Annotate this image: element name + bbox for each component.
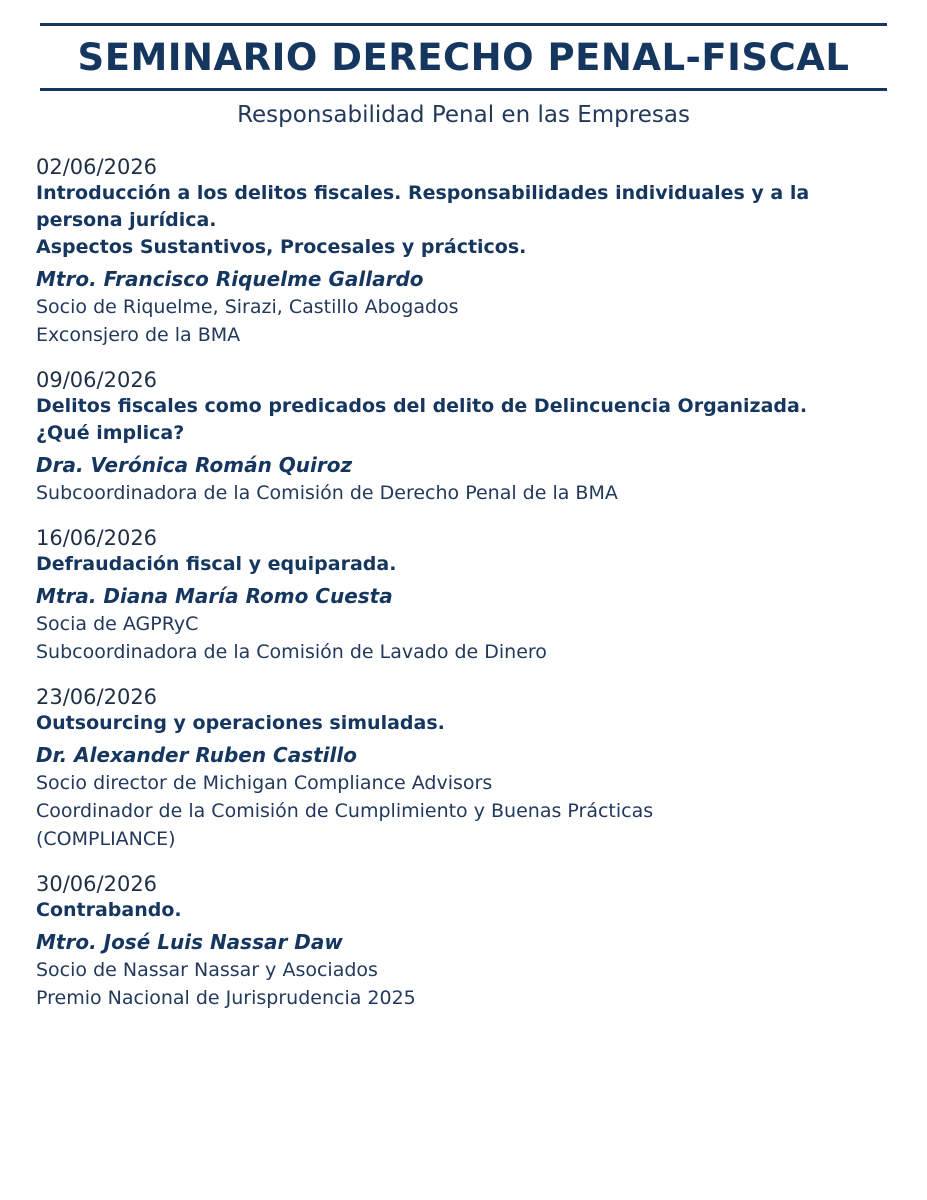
speaker-name: Mtro. Francisco Riquelme Gallardo (36, 267, 424, 291)
session-topic (36, 180, 916, 261)
speaker-role: Socio de Riquelme, Sirazi, Castillo Abogados (36, 296, 459, 318)
speaker-role: Coordinador de la Comisión de Cumplimiento y Buenas Prácticas (36, 800, 654, 822)
session-item (36, 684, 916, 853)
session-item (36, 525, 916, 666)
page-title: SEMINARIO DERECHO PENAL-FISCAL (77, 36, 850, 79)
speaker-name: Dra. Verónica Román Quiroz (36, 453, 353, 477)
topic-line: Defraudación fiscal y equiparada. (36, 553, 397, 575)
topic-line: Contrabando. (36, 899, 182, 921)
speaker-name: Mtro. José Luis Nassar Daw (36, 930, 343, 954)
session-topic (36, 897, 916, 924)
topic-line: persona jurídica. (36, 209, 217, 231)
session-list (36, 154, 916, 1030)
session-date: 23/06/2026 (36, 685, 158, 709)
session-item (36, 154, 916, 349)
bottom-divider (40, 88, 887, 91)
session-date: 16/06/2026 (36, 526, 158, 550)
page-subtitle: Responsabilidad Penal en las Empresas (237, 102, 690, 128)
speaker-role: Premio Nacional de Jurisprudencia 2025 (36, 987, 416, 1009)
speaker-role: Subcoordinadora de la Comisión de Lavado de Dinero (36, 641, 547, 663)
topic-line: Aspectos Sustantivos, Procesales y prácticos. (36, 236, 527, 258)
session-topic (36, 710, 916, 737)
topic-line: Outsourcing y operaciones simuladas. (36, 712, 445, 734)
speaker-role: Socio director de Michigan Compliance Advisors (36, 772, 493, 794)
session-date: 02/06/2026 (36, 155, 158, 179)
speaker-role: (COMPLIANCE) (36, 828, 176, 850)
session-item (36, 367, 916, 507)
topic-line: ¿Qué implica? (36, 422, 185, 444)
speaker-role: Socia de AGPRyC (36, 613, 199, 635)
session-date: 30/06/2026 (36, 872, 158, 896)
session-date: 09/06/2026 (36, 368, 158, 392)
topic-line: Introducción a los delitos fiscales. Responsabilidades individuales y a la (36, 182, 810, 204)
topic-line: Delitos fiscales como predicados del delito de Delincuencia Organizada. (36, 395, 808, 417)
session-topic (36, 551, 916, 578)
speaker-role: Exconsjero de la BMA (36, 324, 241, 346)
speaker-role: Subcoordinadora de la Comisión de Derecho Penal de la BMA (36, 482, 618, 504)
speaker-name: Mtra. Diana María Romo Cuesta (36, 584, 393, 608)
session-topic (36, 393, 916, 447)
session-item (36, 871, 916, 1012)
speaker-name: Dr. Alexander Ruben Castillo (36, 743, 357, 767)
speaker-role: Socio de Nassar Nassar y Asociados (36, 959, 378, 981)
top-divider (40, 23, 887, 26)
